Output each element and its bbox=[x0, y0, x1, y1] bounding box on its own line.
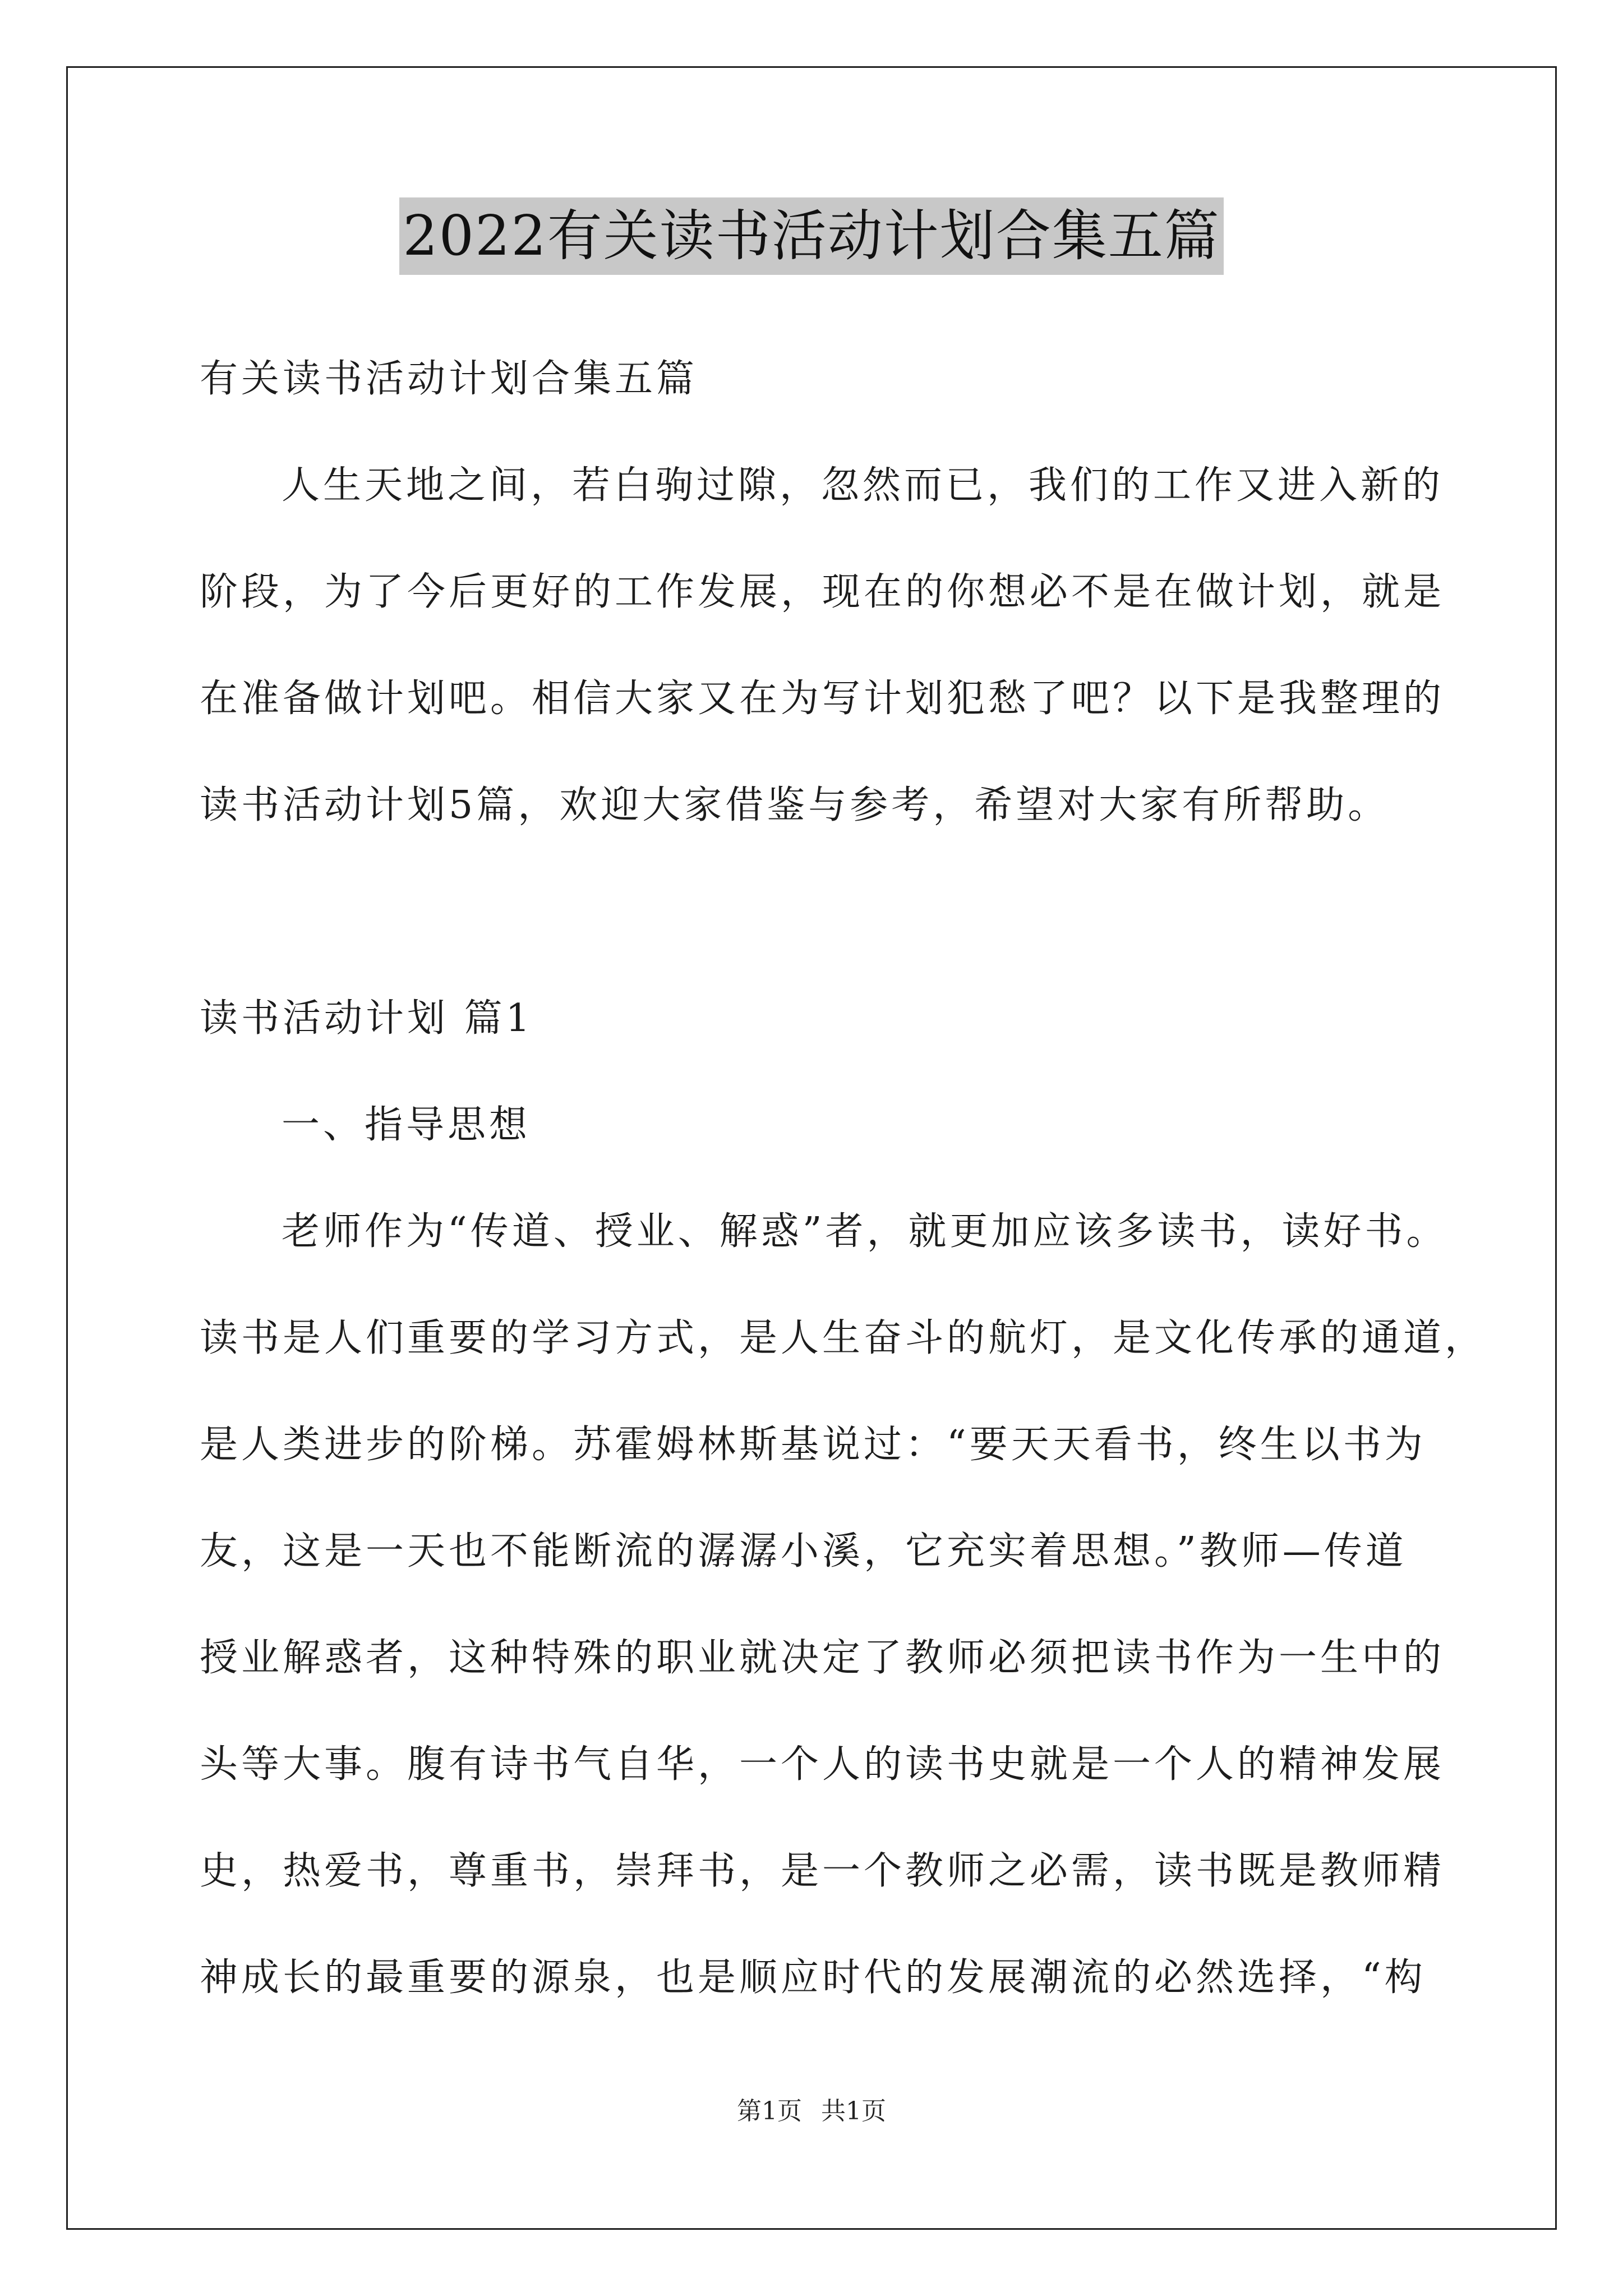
page-number: 第1页 bbox=[737, 2097, 802, 2125]
paragraph-line: 授业解惑者，这种特殊的职业就决定了教师必须把读书作为一生中的 bbox=[200, 1636, 1445, 1680]
page-total: 共1页 bbox=[821, 2097, 886, 2125]
document-title: 2022有关读书活动计划合集五篇 bbox=[399, 197, 1223, 275]
title-container bbox=[0, 197, 1623, 275]
section-heading: 读书活动计划 篇1 bbox=[200, 996, 533, 1041]
paragraph-line: 人生天地之间，若白驹过隙，忽然而已，我们的工作又进入新的 bbox=[282, 463, 1444, 508]
paragraph-line: 老师作为“传道、授业、解惑”者，就更加应该多读书，读好书。 bbox=[282, 1209, 1448, 1254]
paragraph-line: 是人类进步的阶梯。苏霍姆林斯基说过：“要天天看书，终生以书为 bbox=[200, 1423, 1426, 1467]
subtitle-line: 有关读书活动计划合集五篇 bbox=[200, 357, 698, 401]
paragraph-line: 读书活动计划5篇，欢迎大家借鉴与参考，希望对大家有所帮助。 bbox=[200, 783, 1390, 827]
page-footer bbox=[0, 2095, 1623, 2128]
paragraph-line: 阶段，为了今后更好的工作发展，现在的你想必不是在做计划，就是 bbox=[200, 570, 1445, 614]
subsection-heading: 一、指导思想 bbox=[282, 1103, 531, 1147]
paragraph-line: 神成长的最重要的源泉，也是顺应时代的发展潮流的必然选择，“构 bbox=[200, 1955, 1426, 2000]
paragraph-line: 头等大事。腹有诗书气自华，一个人的读书史就是一个人的精神发展 bbox=[200, 1742, 1445, 1787]
paragraph-line: 友，这是一天也不能断流的潺潺小溪，它充实着思想。”教师—传道 bbox=[200, 1529, 1407, 1573]
paragraph-line: 读书是人们重要的学习方式，是人生奋斗的航灯，是文化传承的通道， bbox=[200, 1316, 1487, 1360]
paragraph-line: 史，热爱书，尊重书，崇拜书，是一个教师之必需，读书既是教师精 bbox=[200, 1849, 1445, 1893]
paragraph-line: 在准备做计划吧。相信大家又在为写计划犯愁了吧？以下是我整理的 bbox=[200, 677, 1445, 721]
